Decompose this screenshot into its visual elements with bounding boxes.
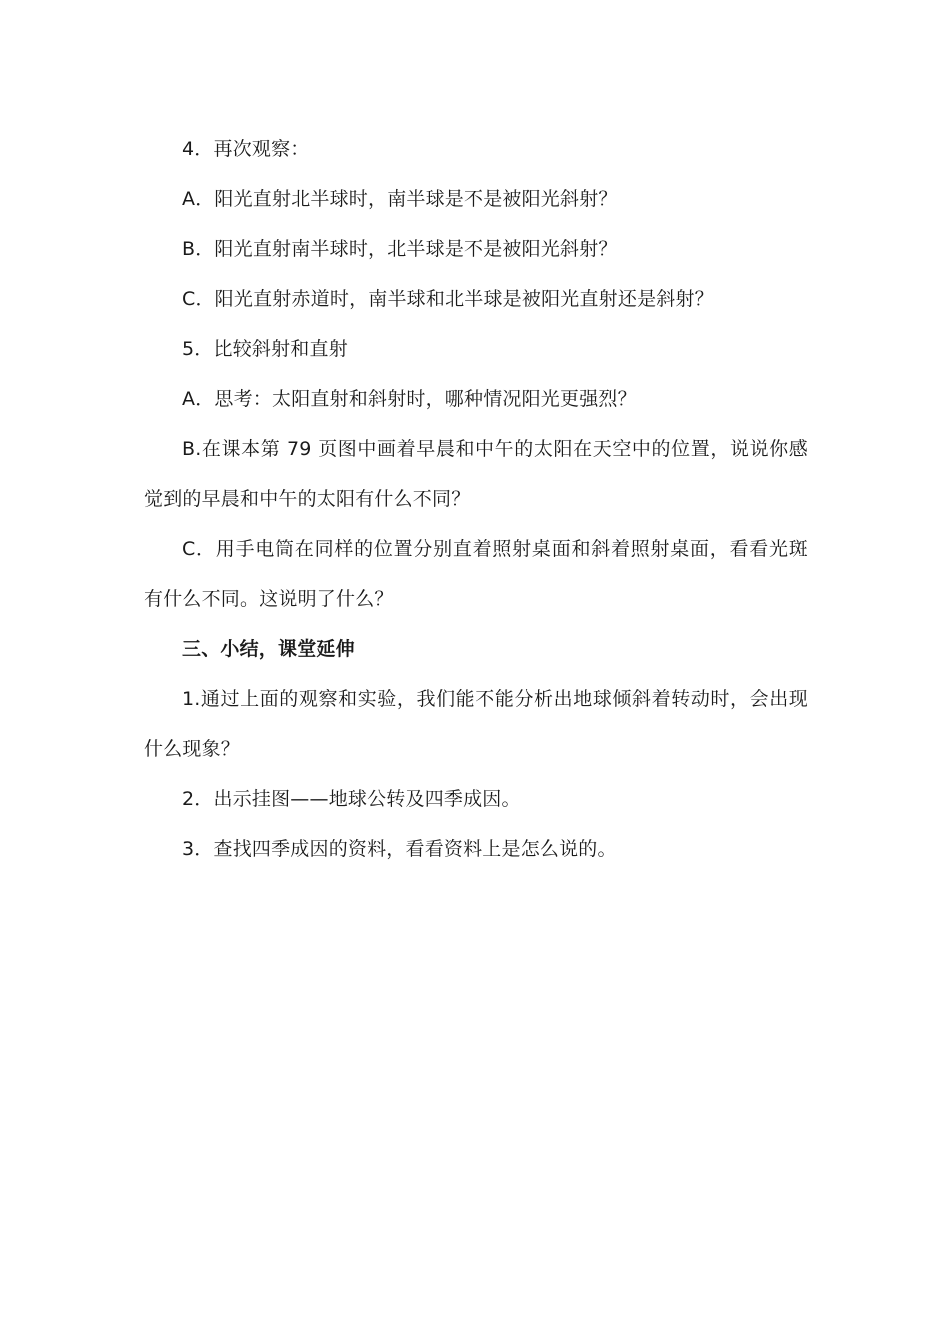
summary-item-2: 2．出示挂图——地球公转及四季成因。: [182, 788, 521, 810]
question-c-equator: C．阳光直射赤道时，南半球和北半球是被阳光直射还是斜射？: [182, 288, 714, 310]
document-body: [144, 124, 808, 874]
step-4-observe-again: 4．再次观察：: [182, 138, 310, 160]
step-5-compare: 5．比较斜射和直射: [182, 338, 348, 360]
question-c-flashlight: C．用手电筒在同样的位置分别直着照射桌面和斜着照射桌面，看看光斑有什么不同。这说明了什么？: [144, 538, 808, 610]
question-b-south-hemisphere: B．阳光直射南半球时，北半球是不是被阳光斜射？: [182, 238, 618, 260]
question-a-think: A．思考：太阳直射和斜射时，哪种情况阳光更强烈？: [182, 388, 637, 410]
summary-item-3: 3．查找四季成因的资料，看看资料上是怎么说的。: [182, 838, 617, 860]
question-a-north-hemisphere: A．阳光直射北半球时，南半球是不是被阳光斜射？: [182, 188, 618, 210]
section-3-heading: 三、小结，课堂延伸: [182, 638, 355, 660]
summary-item-1: 1.通过上面的观察和实验，我们能不能分析出地球倾斜着转动时，会出现什么现象？: [144, 688, 808, 760]
question-b-textbook: B.在课本第 79 页图中画着早晨和中午的太阳在天空中的位置，说说你感觉到的早晨和中午的太阳有什么不同？: [144, 438, 808, 510]
